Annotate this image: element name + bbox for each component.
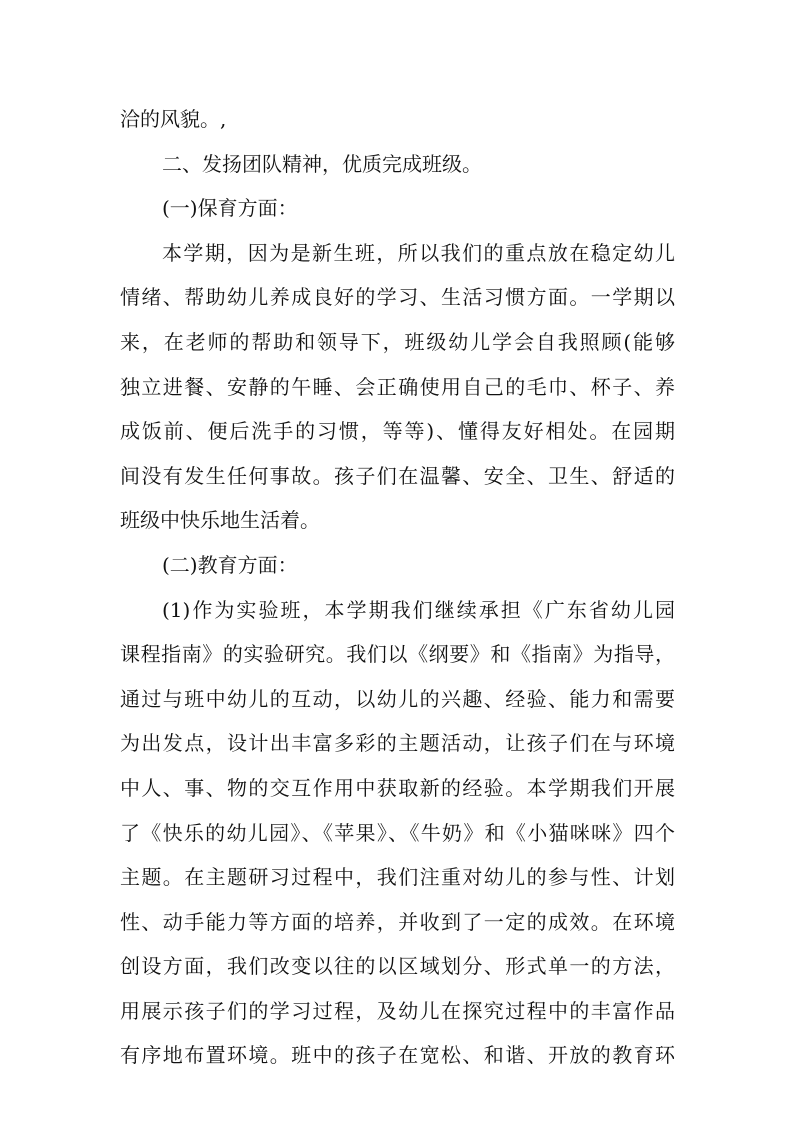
text-line: 创设方面，我们改变以往的以区域划分、形式单一的方法， [120,954,675,979]
text-line: 有序地布置环境。班中的孩子在宽松、和谐、开放的教育环 [120,1043,675,1068]
subsection-heading: (二)教育方面： [162,552,298,577]
text-line: 成饭前、便后洗手的习惯，等等)、懂得友好相处。在园期 [120,419,675,444]
subsection-heading: (一)保育方面： [162,196,298,221]
text-line: 用展示孩子们的学习过程，及幼儿在探究过程中的丰富作品 [120,998,675,1023]
text-line: 通过与班中幼儿的互动，以幼儿的兴趣、经验、能力和需要 [120,686,675,711]
text-line: 中人、事、物的交互作用中获取新的经验。本学期我们开展 [120,775,675,800]
text-line: 来，在老师的帮助和领导下，班级幼儿学会自我照顾(能够 [120,329,675,354]
document-body [120,97,675,1078]
text-line: 了《快乐的幼儿园》、《苹果》、《牛奶》和《小猫咪咪》四个 [120,820,675,845]
text-line: 情绪、帮助幼儿养成良好的学习、生活习惯方面。一学期以 [120,285,675,310]
text-line: 课程指南》的实验研究。我们以《纲要》和《指南》为指导， [120,642,675,667]
text-line: 洽的风貌。, [120,107,227,131]
section-heading: 二、发扬团队精神，优质完成班级。 [162,151,482,176]
text-line: 班级中快乐地生活着。 [120,508,320,533]
text-line: 本学期，因为是新生班，所以我们的重点放在稳定幼儿 [162,240,675,265]
text-line: 间没有发生任何事故。孩子们在温馨、安全、卫生、舒适的 [120,463,675,488]
text-line: (1)作为实验班，本学期我们继续承担《广东省幼儿园 [162,597,675,622]
text-line: 性、动手能力等方面的培养，并收到了一定的成效。在环境 [120,909,675,934]
text-line: 主题。在主题研习过程中，我们注重对幼儿的参与性、计划 [120,865,675,890]
text-line: 为出发点，设计出丰富多彩的主题活动，让孩子们在与环境 [120,731,675,756]
text-line: 独立进餐、安静的午睡、会正确使用自己的毛巾、杯子、养 [120,374,675,399]
